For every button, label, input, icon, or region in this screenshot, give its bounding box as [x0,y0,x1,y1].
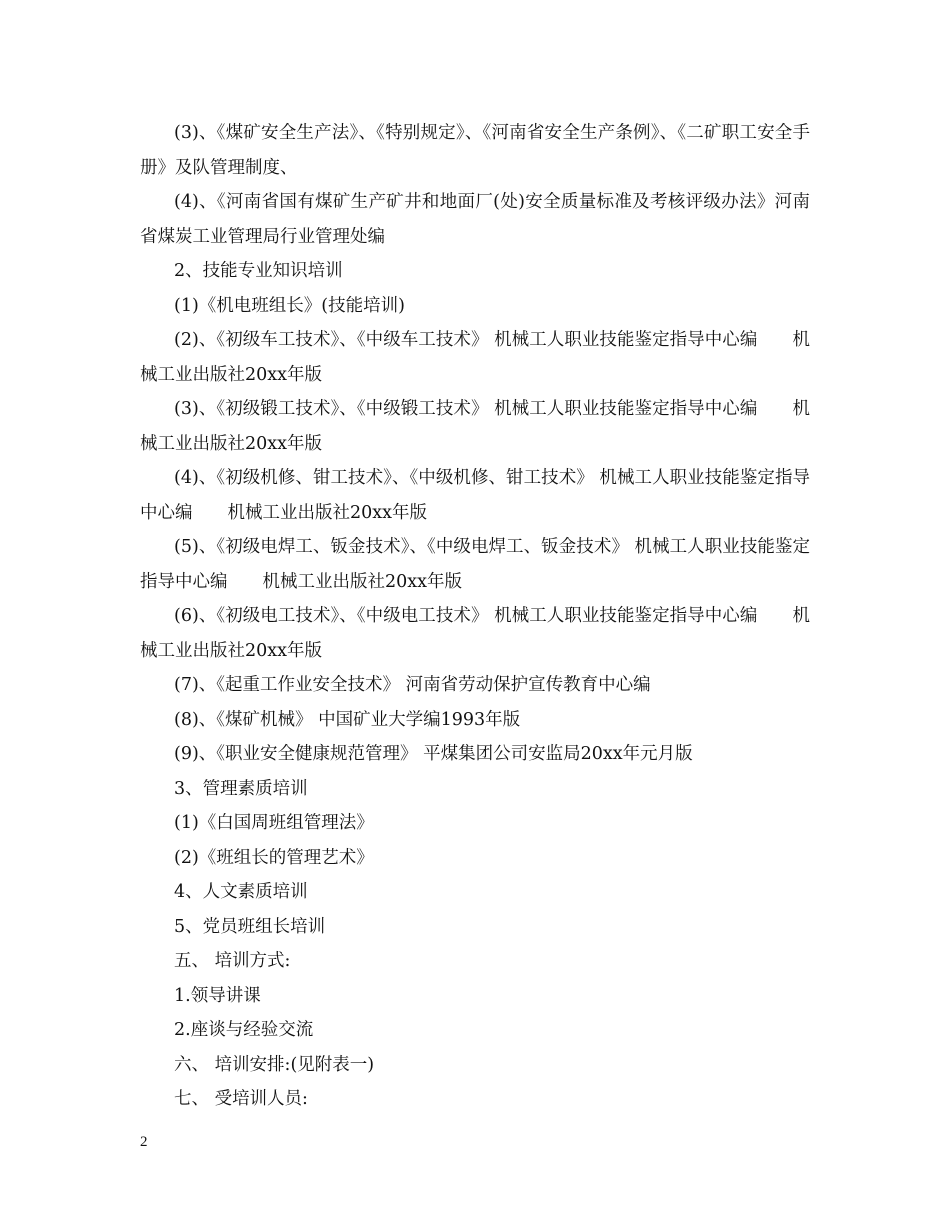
section-heading: 5、党员班组长培训 [174,916,326,937]
section-heading: 2、技能专业知识培训 [174,261,343,281]
document-body [140,116,810,1117]
section-heading: 六、 培训安排:(见附表一) [174,1054,375,1075]
list-item: (1)《白国周班组管理法》 [174,813,374,833]
list-item: 2.座谈与经验交流 [174,1020,314,1040]
section-heading: 七、 受培训人员: [174,1089,308,1109]
list-item: (2)《班组长的管理艺术》 [174,847,374,868]
paragraph: (3)、《煤矿安全生产法》、《特别规定》、《河南省安全生产条例》、《二矿职工安全手册》及队管理制度、 [140,123,810,178]
section-heading: 五、 培训方式: [174,951,291,971]
list-item: (8)、《煤矿机械》 中国矿业大学编1993年版 [174,709,521,730]
list-item: (7)、《起重工作业安全技术》 河南省劳动保护宣传教育中心编 [174,675,651,695]
list-item: (1)《机电班组长》(技能培训) [174,295,405,316]
list-item: (9)、《职业安全健康规范管理》 平煤集团公司安监局20xx年元月版 [174,744,693,764]
list-item: 1.领导讲课 [174,985,261,1006]
list-item: (4)、《初级机修、钳工技术》、《中级机修、钳工技术》 机械工人职业技能鉴定指导中心编 机械工业出版社20xx年版 [140,468,810,523]
list-item: (3)、《初级锻工技术》、《中级锻工技术》 机械工人职业技能鉴定指导中心编 机械工业出版社20xx年版 [140,399,810,454]
list-item: (6)、《初级电工技术》、《中级电工技术》 机械工人职业技能鉴定指导中心编 机械工业出版社20xx年版 [140,606,810,661]
section-heading: 3、管理素质培训 [174,778,308,799]
list-item: (2)、《初级车工技术》、《中级车工技术》 机械工人职业技能鉴定指导中心编 机械工业出版社20xx年版 [140,330,810,385]
page-number: 2 [140,1134,148,1150]
list-item: (5)、《初级电焊工、钣金技术》、《中级电焊工、钣金技术》 机械工人职业技能鉴定指导中心编 机械工业出版社20xx年版 [140,537,810,592]
section-heading: 4、人文素质培训 [174,882,308,902]
paragraph: (4)、《河南省国有煤矿生产矿井和地面厂(处)安全质量标准及考核评级办法》河南省煤炭工业管理局行业管理处编 [140,192,810,247]
